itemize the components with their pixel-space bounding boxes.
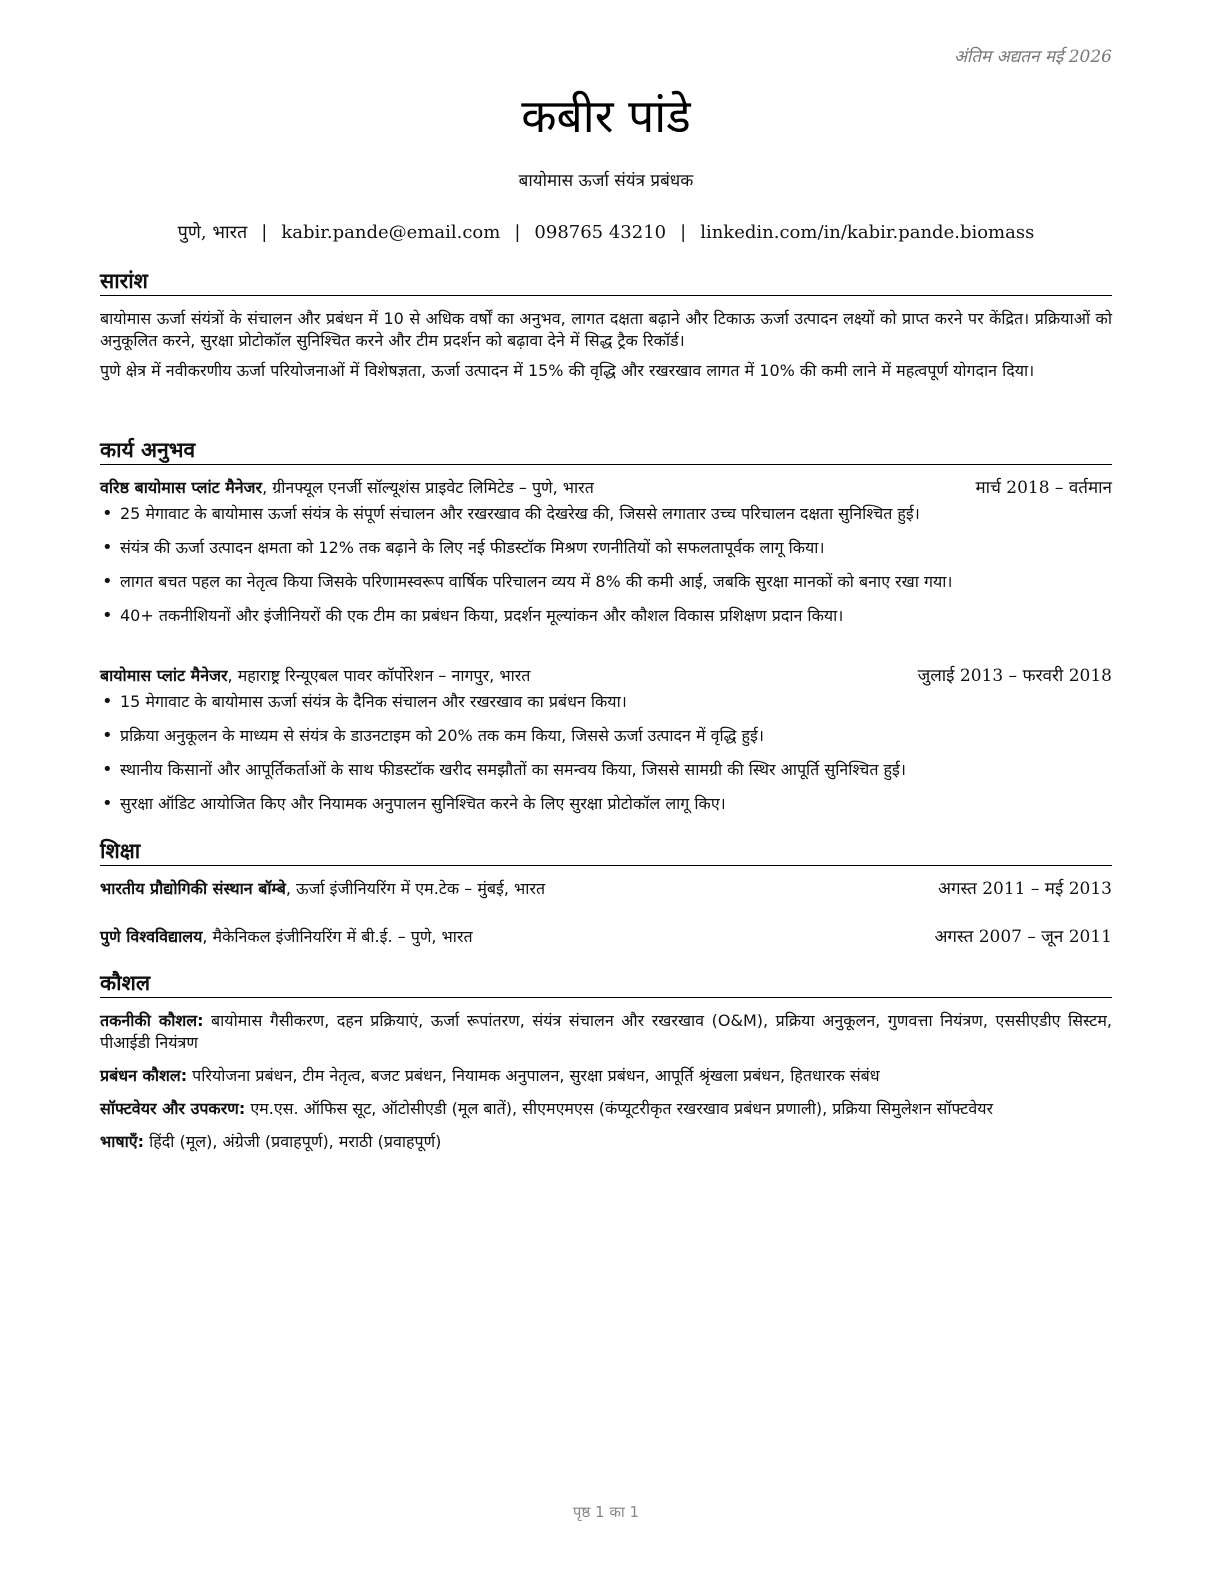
skill-item bbox=[100, 1065, 1112, 1087]
education-dates: अगस्त 2011 – मई 2013 bbox=[937, 879, 1112, 899]
education-institution: पुणे विश्वविद्यालय bbox=[100, 927, 203, 946]
education-institution: भारतीय प्रौद्योगिकी संस्थान बॉम्बे bbox=[100, 879, 286, 898]
experience-heading: कार्य अनुभव bbox=[100, 437, 1112, 465]
skill-label: तकनीकी कौशल: bbox=[100, 1011, 204, 1030]
summary-paragraph: पुणे क्षेत्र में नवीकरणीय ऊर्जा परियोजनाओं में विशेषज्ञता, ऊर्जा उत्पादन में 15% की वृद्धि और रखरखाव लागत में 10% की कमी लाने में महत्वपूर्ण योगदान दिया। bbox=[100, 361, 1035, 380]
contact-email[interactable]: kabir.pande@email.com bbox=[281, 222, 501, 243]
education-dates: अगस्त 2007 – जून 2011 bbox=[934, 927, 1112, 947]
job-header bbox=[100, 477, 1112, 499]
skills-section bbox=[100, 970, 1112, 1164]
education-detail: , मैकेनिकल इंजीनियरिंग में बी.ई. – पुणे, भारत bbox=[202, 927, 473, 946]
summary-heading: सारांश bbox=[100, 268, 1112, 296]
bullet-item: • 40+ तकनीशियनों और इंजीनियरों की एक टीम का प्रबंधन किया, प्रदर्शन मूल्यांकन और कौशल विकास प्रशिक्षण प्रदान किया। bbox=[100, 605, 1112, 627]
job-entry bbox=[100, 665, 1112, 827]
job-title-line bbox=[100, 477, 594, 499]
resume-page bbox=[100, 0, 1112, 1584]
job-role: वरिष्ठ बायोमास प्लांट मैनेजर bbox=[100, 478, 263, 497]
contact-location: पुणे, भारत bbox=[177, 222, 248, 243]
contact-separator: | bbox=[680, 222, 687, 243]
candidate-title: बायोमास ऊर्जा संयंत्र प्रबंधक bbox=[518, 171, 694, 191]
education-detail: , ऊर्जा इंजीनियरिंग में एम.टेक – मुंबई, भारत bbox=[285, 879, 546, 898]
skill-item bbox=[100, 1131, 1112, 1153]
job-dates: मार्च 2018 – वर्तमान bbox=[975, 478, 1112, 498]
summary-section bbox=[100, 268, 1112, 390]
contact-line bbox=[100, 220, 1112, 244]
summary-paragraph: बायोमास ऊर्जा संयंत्रों के संचालन और प्रबंधन में 10 से अधिक वर्षों का अनुभव, लागत दक्षता बढ़ाने और टिकाऊ ऊर्जा उत्पादन लक्ष्यों को प्राप्त करने पर केंद्रित। प्रक्रियाओं को अनुकूलित करने, सुरक्षा प्रोटोकॉल सुनिश्चित करने और टीम प्रदर्शन को बढ़ावा देने में सिद्ध ट्रैक रिकॉर्ड। bbox=[100, 309, 1112, 350]
education-line bbox=[100, 926, 473, 948]
bullet-item: • प्रक्रिया अनुकूलन के माध्यम से संयंत्र के डाउनटाइम को 20% तक कम किया, जिससे ऊर्जा उत्पादन में वृद्धि हुई। bbox=[100, 725, 1112, 747]
education-entry bbox=[100, 926, 1112, 948]
education-entry bbox=[100, 878, 1112, 900]
skill-text: बायोमास गैसीकरण, दहन प्रक्रियाएं, ऊर्जा रूपांतरण, संयंत्र संचालन और रखरखाव (O&M), प्रक्रिया अनुकूलन, गुणवत्ता नियंत्रण, एससीएडीए सिस्टम, पीआईडी नियंत्रण bbox=[100, 1011, 1112, 1052]
job-title-line bbox=[100, 665, 530, 687]
job-org: , ग्रीनफ्यूल एनर्जी सॉल्यूशंस प्राइवेट लिमिटेड – पुणे, भारत bbox=[262, 478, 594, 497]
bullet-item: • 25 मेगावाट के बायोमास ऊर्जा संयंत्र के संपूर्ण संचालन और रखरखाव की देखरेख की, जिससे लगातार उच्च परिचालन दक्षता सुनिश्चित हुई। bbox=[100, 503, 1112, 525]
skill-text: परियोजना प्रबंधन, टीम नेतृत्व, बजट प्रबंधन, नियामक अनुपालन, सुरक्षा प्रबंधन, आपूर्ति श्रृंखला प्रबंधन, हितधारक संबंध bbox=[187, 1066, 880, 1085]
bullet-item: • सुरक्षा ऑडिट आयोजित किए और नियामक अनुपालन सुनिश्चित करने के लिए सुरक्षा प्रोटोकॉल लागू किए। bbox=[100, 793, 1112, 815]
contact-separator: | bbox=[261, 222, 268, 243]
skill-item bbox=[100, 1010, 1112, 1054]
skills-heading: कौशल bbox=[100, 970, 1112, 998]
experience-section bbox=[100, 437, 1112, 639]
bullet-item: • लागत बचत पहल का नेतृत्व किया जिसके परिणामस्वरूप वार्षिक परिचालन व्यय में 8% की कमी आई, जबकि सुरक्षा मानकों को बनाए रखा गया। bbox=[100, 571, 1112, 593]
bullet-item: • स्थानीय किसानों और आपूर्तिकर्ताओं के साथ फीडस्टॉक खरीद समझौतों का समन्वय किया, जिससे सामग्री की स्थिर आपूर्ति सुनिश्चित हुई। bbox=[100, 759, 1112, 781]
bullet-item: • संयंत्र की ऊर्जा उत्पादन क्षमता को 12% तक बढ़ाने के लिए नई फीडस्टॉक मिश्रण रणनीतियों को सफलतापूर्वक लागू किया। bbox=[100, 537, 1112, 559]
contact-linkedin[interactable]: linkedin.com/in/kabir.pande.biomass bbox=[700, 222, 1035, 243]
skill-label: प्रबंधन कौशल: bbox=[100, 1066, 188, 1085]
job-entry bbox=[100, 477, 1112, 627]
skill-text: एम.एस. ऑफिस सूट, ऑटोसीएडी (मूल बातें), सीएमएमएस (कंप्यूटरीकृत रखरखाव प्रबंधन प्रणाली), प्रक्रिया सिमुलेशन सॉफ्टवेयर bbox=[245, 1099, 994, 1118]
job-bullets bbox=[100, 691, 1112, 815]
contact-separator: | bbox=[514, 222, 521, 243]
skill-label: सॉफ्टवेयर और उपकरण: bbox=[100, 1099, 246, 1118]
education-line bbox=[100, 878, 545, 900]
page-number: पृष्ठ 1 का 1 bbox=[572, 1503, 640, 1521]
job-bullets bbox=[100, 503, 1112, 627]
contact-phone: 098765 43210 bbox=[534, 222, 667, 243]
skill-item bbox=[100, 1098, 1112, 1120]
candidate-name: कबीर पांडे bbox=[521, 89, 691, 143]
skill-text: हिंदी (मूल), अंग्रेजी (प्रवाहपूर्ण), मराठी (प्रवाहपूर्ण) bbox=[144, 1132, 442, 1151]
last-updated: अंतिम अद्यतन मई 2026 bbox=[953, 47, 1112, 67]
skill-label: भाषाएँ: bbox=[100, 1132, 145, 1151]
education-section bbox=[100, 838, 1112, 974]
bullet-item: • 15 मेगावाट के बायोमास ऊर्जा संयंत्र के दैनिक संचालन और रखरखाव का प्रबंधन किया। bbox=[100, 691, 1112, 713]
job-role: बायोमास प्लांट मैनेजर bbox=[100, 666, 228, 685]
job-header bbox=[100, 665, 1112, 687]
job-dates: जुलाई 2013 – फरवरी 2018 bbox=[917, 666, 1112, 686]
job-org: , महाराष्ट्र रिन्यूएबल पावर कॉर्पोरेशन – नागपुर, भारत bbox=[227, 666, 531, 685]
education-heading: शिक्षा bbox=[100, 838, 1112, 866]
